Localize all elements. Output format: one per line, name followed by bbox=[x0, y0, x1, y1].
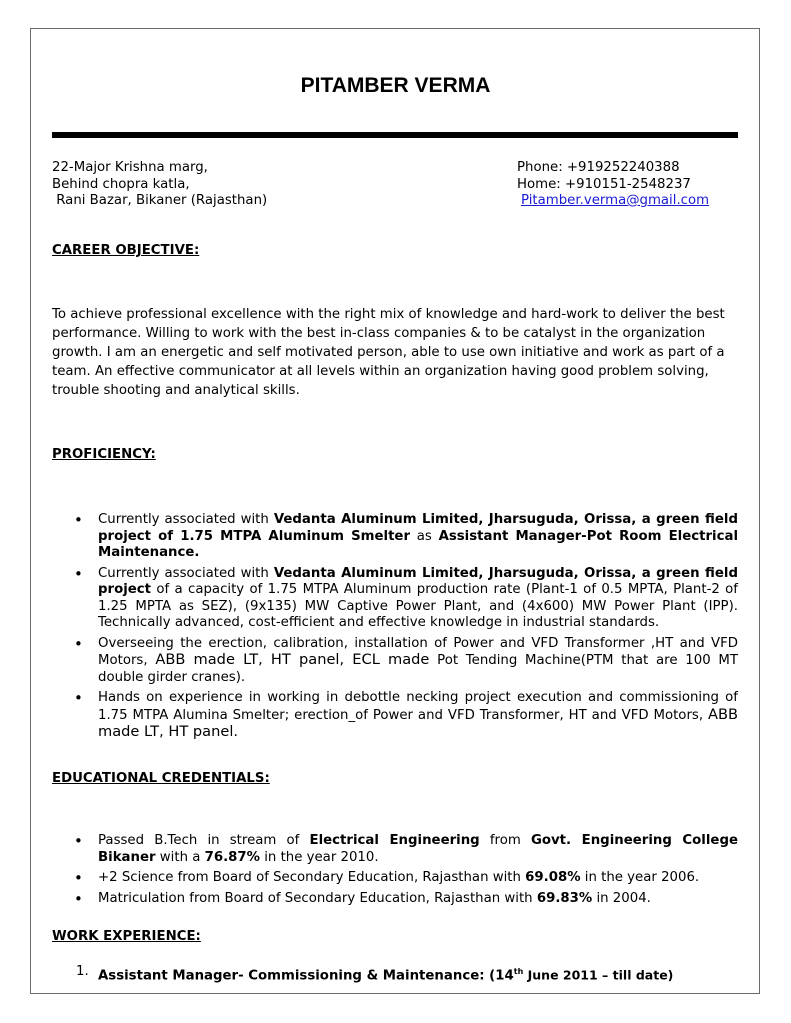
career-objective-text: To achieve professional excellence with the right mix of knowledge and hard-work to deliver the best performance. Willing to work with the best in-class companies & to be catalyst in the organization growth. I am an energetic and self motivated person, able to use own initiative and work as part of a team. An effective communicator at all levels within an organization having good problem solving, trouble shooting and analytical skills. bbox=[52, 307, 725, 398]
home-phone-text: Home: +910151-2548237 bbox=[517, 176, 691, 192]
list-number: 1. bbox=[76, 964, 89, 979]
list-item: • Currently associated with Vedanta Aluminum Limited, Jharsuguda, Orissa, a green field project of 1.75 MTPA Aluminum Smelter as Assistant Manager-Pot Room Electrical Maintenance. bbox=[52, 512, 738, 562]
phone-text: Phone: +919252240388 bbox=[517, 160, 680, 175]
address-line: 22-Major Krishna marg, bbox=[52, 160, 208, 175]
list-item: 1. Assistant Manager- Commissioning & Maintenance: (14th June 2011 – till date) bbox=[76, 964, 674, 984]
career-objective-heading: CAREER OBJECTIVE: bbox=[52, 243, 200, 258]
address-line: Behind chopra katla, bbox=[52, 176, 190, 192]
work-experience-list bbox=[52, 963, 738, 984]
header-rule bbox=[52, 132, 738, 138]
work-experience-heading: WORK EXPERIENCE: bbox=[52, 929, 201, 944]
education-list bbox=[52, 833, 738, 911]
list-item: • Overseeing the erection, calibration, installation of Power and VFD Transformer ,HT and VFD Motors, ABB made LT, HT panel, ECL made Pot Tending Machine(PTM that are 100 MT double girder cranes). bbox=[52, 636, 738, 687]
proficiency-list bbox=[52, 512, 738, 746]
list-item: • +2 Science from Board of Secondary Education, Rajasthan with 69.08% in the year 2006. bbox=[52, 870, 738, 887]
list-item: • Currently associated with Vedanta Aluminum Limited, Jharsuguda, Orissa, a green field project of a capacity of 1.75 MTPA Aluminum production rate (Plant-1 of 0.5 MPTA, Plant-2 of 1.25 MPTA as SEZ), (9x135) MW Captive Power Plant, and (4x600) MW Power Plant (IPP). Technically advanced, cost-efficient and effective knowledge in industrial standards. bbox=[52, 566, 738, 632]
proficiency-heading: PROFICIENCY: bbox=[52, 447, 156, 462]
address-block bbox=[52, 160, 267, 210]
list-item: • Hands on experience in working in debottle necking project execution and commissioning of 1.75 MTPA Alumina Smelter; erection_of Power and VFD Transformer, HT and VFD Motors, ABB made LT, HT panel. bbox=[52, 690, 738, 742]
address-line: Rani Bazar, Bikaner (Rajasthan) bbox=[52, 193, 268, 208]
contact-block bbox=[517, 160, 709, 210]
email-link[interactable]: Pitamber.verma@gmail.com bbox=[521, 193, 710, 208]
educational-credentials-heading: EDUCATIONAL CREDENTIALS: bbox=[52, 771, 270, 786]
candidate-name: PITAMBER VERMA bbox=[300, 74, 491, 97]
list-item: • Matriculation from Board of Secondary Education, Rajasthan with 69.83% in 2004. bbox=[52, 891, 738, 908]
list-item: • Passed B.Tech in stream of Electrical Engineering from Govt. Engineering College Bikaner with a 76.87% in the year 2010. bbox=[52, 833, 738, 866]
